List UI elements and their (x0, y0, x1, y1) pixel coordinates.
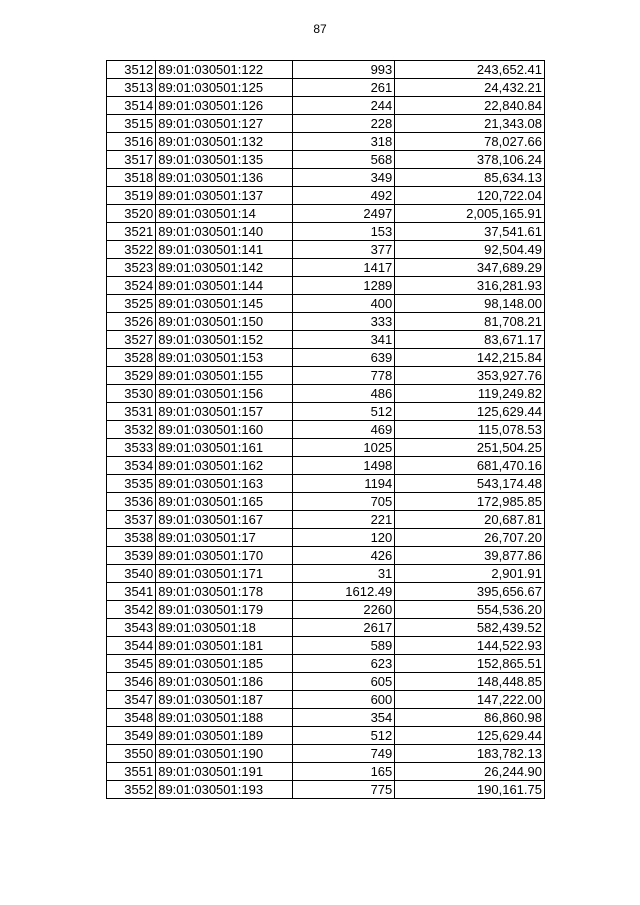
value-cell: 83,671.17 (395, 331, 545, 349)
value-cell: 21,343.08 (395, 115, 545, 133)
area-cell: 775 (292, 781, 394, 799)
table-row (107, 727, 545, 745)
cadastral-number-cell: 89:01:030501:132 (156, 133, 293, 151)
area-cell: 426 (292, 547, 394, 565)
value-cell: 37,541.61 (395, 223, 545, 241)
table-row (107, 439, 545, 457)
row-number-cell: 3528 (107, 349, 156, 367)
table-row (107, 313, 545, 331)
value-cell: 316,281.93 (395, 277, 545, 295)
area-cell: 993 (292, 61, 394, 79)
value-cell: 190,161.75 (395, 781, 545, 799)
row-number-cell: 3531 (107, 403, 156, 421)
row-number-cell: 3534 (107, 457, 156, 475)
cadastral-number-cell: 89:01:030501:185 (156, 655, 293, 673)
area-cell: 120 (292, 529, 394, 547)
table-row (107, 421, 545, 439)
cadastral-number-cell: 89:01:030501:161 (156, 439, 293, 457)
cadastral-number-cell: 89:01:030501:178 (156, 583, 293, 601)
table-row (107, 763, 545, 781)
row-number-cell: 3526 (107, 313, 156, 331)
area-cell: 492 (292, 187, 394, 205)
area-cell: 749 (292, 745, 394, 763)
row-number-cell: 3537 (107, 511, 156, 529)
table-row (107, 205, 545, 223)
row-number-cell: 3545 (107, 655, 156, 673)
cadastral-number-cell: 89:01:030501:122 (156, 61, 293, 79)
value-cell: 78,027.66 (395, 133, 545, 151)
cadastral-number-cell: 89:01:030501:127 (156, 115, 293, 133)
row-number-cell: 3539 (107, 547, 156, 565)
area-cell: 2260 (292, 601, 394, 619)
table-row (107, 493, 545, 511)
cadastral-number-cell: 89:01:030501:135 (156, 151, 293, 169)
area-cell: 349 (292, 169, 394, 187)
value-cell: 395,656.67 (395, 583, 545, 601)
row-number-cell: 3541 (107, 583, 156, 601)
row-number-cell: 3544 (107, 637, 156, 655)
value-cell: 172,985.85 (395, 493, 545, 511)
row-number-cell: 3535 (107, 475, 156, 493)
cadastral-number-cell: 89:01:030501:153 (156, 349, 293, 367)
table-row (107, 97, 545, 115)
area-cell: 639 (292, 349, 394, 367)
cadastral-number-cell: 89:01:030501:145 (156, 295, 293, 313)
value-cell: 98,148.00 (395, 295, 545, 313)
area-cell: 605 (292, 673, 394, 691)
area-cell: 1025 (292, 439, 394, 457)
table-row (107, 709, 545, 727)
table-row (107, 151, 545, 169)
cadastral-number-cell: 89:01:030501:136 (156, 169, 293, 187)
area-cell: 244 (292, 97, 394, 115)
cadastral-number-cell: 89:01:030501:187 (156, 691, 293, 709)
row-number-cell: 3552 (107, 781, 156, 799)
table-row (107, 601, 545, 619)
area-cell: 2497 (292, 205, 394, 223)
row-number-cell: 3549 (107, 727, 156, 745)
row-number-cell: 3542 (107, 601, 156, 619)
table-row (107, 655, 545, 673)
cadastral-number-cell: 89:01:030501:193 (156, 781, 293, 799)
value-cell: 148,448.85 (395, 673, 545, 691)
cadastral-number-cell: 89:01:030501:152 (156, 331, 293, 349)
value-cell: 152,865.51 (395, 655, 545, 673)
table-row (107, 295, 545, 313)
cadastral-number-cell: 89:01:030501:141 (156, 241, 293, 259)
row-number-cell: 3514 (107, 97, 156, 115)
area-cell: 318 (292, 133, 394, 151)
value-cell: 378,106.24 (395, 151, 545, 169)
table-row (107, 61, 545, 79)
table-body (107, 61, 545, 799)
value-cell: 347,689.29 (395, 259, 545, 277)
value-cell: 582,439.52 (395, 619, 545, 637)
row-number-cell: 3538 (107, 529, 156, 547)
value-cell: 85,634.13 (395, 169, 545, 187)
cadastral-number-cell: 89:01:030501:17 (156, 529, 293, 547)
area-cell: 31 (292, 565, 394, 583)
cadastral-number-cell: 89:01:030501:18 (156, 619, 293, 637)
table-row (107, 115, 545, 133)
row-number-cell: 3517 (107, 151, 156, 169)
table-row (107, 511, 545, 529)
value-cell: 92,504.49 (395, 241, 545, 259)
cadastral-number-cell: 89:01:030501:137 (156, 187, 293, 205)
cadastral-number-cell: 89:01:030501:167 (156, 511, 293, 529)
table-row (107, 619, 545, 637)
cadastral-number-cell: 89:01:030501:163 (156, 475, 293, 493)
value-cell: 115,078.53 (395, 421, 545, 439)
cadastral-number-cell: 89:01:030501:150 (156, 313, 293, 331)
area-cell: 512 (292, 727, 394, 745)
area-cell: 1194 (292, 475, 394, 493)
row-number-cell: 3551 (107, 763, 156, 781)
cadastral-number-cell: 89:01:030501:126 (156, 97, 293, 115)
area-cell: 400 (292, 295, 394, 313)
value-cell: 251,504.25 (395, 439, 545, 457)
value-cell: 86,860.98 (395, 709, 545, 727)
area-cell: 1498 (292, 457, 394, 475)
value-cell: 39,877.86 (395, 547, 545, 565)
area-cell: 486 (292, 385, 394, 403)
cadastral-number-cell: 89:01:030501:165 (156, 493, 293, 511)
area-cell: 341 (292, 331, 394, 349)
row-number-cell: 3523 (107, 259, 156, 277)
value-cell: 681,470.16 (395, 457, 545, 475)
value-cell: 142,215.84 (395, 349, 545, 367)
cadastral-number-cell: 89:01:030501:142 (156, 259, 293, 277)
area-cell: 377 (292, 241, 394, 259)
cadastral-number-cell: 89:01:030501:171 (156, 565, 293, 583)
cadastral-number-cell: 89:01:030501:155 (156, 367, 293, 385)
table-row (107, 79, 545, 97)
cadastral-number-cell: 89:01:030501:170 (156, 547, 293, 565)
row-number-cell: 3548 (107, 709, 156, 727)
table-row (107, 673, 545, 691)
cadastral-number-cell: 89:01:030501:162 (156, 457, 293, 475)
page-number: 87 (313, 22, 327, 36)
table-row (107, 781, 545, 799)
table-row (107, 133, 545, 151)
value-cell: 119,249.82 (395, 385, 545, 403)
value-cell: 24,432.21 (395, 79, 545, 97)
area-cell: 568 (292, 151, 394, 169)
value-cell: 2,005,165.91 (395, 205, 545, 223)
value-cell: 353,927.76 (395, 367, 545, 385)
row-number-cell: 3512 (107, 61, 156, 79)
row-number-cell: 3520 (107, 205, 156, 223)
area-cell: 512 (292, 403, 394, 421)
table-row (107, 691, 545, 709)
area-cell: 2617 (292, 619, 394, 637)
row-number-cell: 3543 (107, 619, 156, 637)
row-number-cell: 3530 (107, 385, 156, 403)
cadastral-number-cell: 89:01:030501:160 (156, 421, 293, 439)
row-number-cell: 3525 (107, 295, 156, 313)
row-number-cell: 3516 (107, 133, 156, 151)
table-row (107, 457, 545, 475)
value-cell: 543,174.48 (395, 475, 545, 493)
value-cell: 81,708.21 (395, 313, 545, 331)
cadastral-number-cell: 89:01:030501:190 (156, 745, 293, 763)
row-number-cell: 3515 (107, 115, 156, 133)
table-row (107, 565, 545, 583)
area-cell: 228 (292, 115, 394, 133)
row-number-cell: 3513 (107, 79, 156, 97)
value-cell: 26,244.90 (395, 763, 545, 781)
value-cell: 26,707.20 (395, 529, 545, 547)
table-row (107, 277, 545, 295)
row-number-cell: 3529 (107, 367, 156, 385)
cadastral-number-cell: 89:01:030501:179 (156, 601, 293, 619)
value-cell: 120,722.04 (395, 187, 545, 205)
cadastral-number-cell: 89:01:030501:14 (156, 205, 293, 223)
area-cell: 1612.49 (292, 583, 394, 601)
table-row (107, 349, 545, 367)
area-cell: 705 (292, 493, 394, 511)
row-number-cell: 3547 (107, 691, 156, 709)
row-number-cell: 3527 (107, 331, 156, 349)
table-row (107, 187, 545, 205)
row-number-cell: 3524 (107, 277, 156, 295)
row-number-cell: 3532 (107, 421, 156, 439)
area-cell: 600 (292, 691, 394, 709)
row-number-cell: 3518 (107, 169, 156, 187)
table-row (107, 637, 545, 655)
table-row (107, 547, 545, 565)
table-row (107, 223, 545, 241)
value-cell: 183,782.13 (395, 745, 545, 763)
table-row (107, 385, 545, 403)
area-cell: 1417 (292, 259, 394, 277)
value-cell: 22,840.84 (395, 97, 545, 115)
area-cell: 354 (292, 709, 394, 727)
cadastral-number-cell: 89:01:030501:144 (156, 277, 293, 295)
value-cell: 2,901.91 (395, 565, 545, 583)
table-row (107, 403, 545, 421)
table-row (107, 241, 545, 259)
cadastral-number-cell: 89:01:030501:191 (156, 763, 293, 781)
cadastral-number-cell: 89:01:030501:189 (156, 727, 293, 745)
value-cell: 20,687.81 (395, 511, 545, 529)
cadastral-value-table (106, 60, 545, 799)
cadastral-number-cell: 89:01:030501:186 (156, 673, 293, 691)
table-row (107, 169, 545, 187)
cadastral-number-cell: 89:01:030501:181 (156, 637, 293, 655)
table-row (107, 529, 545, 547)
cadastral-number-cell: 89:01:030501:156 (156, 385, 293, 403)
area-cell: 333 (292, 313, 394, 331)
table-row (107, 331, 545, 349)
cadastral-number-cell: 89:01:030501:140 (156, 223, 293, 241)
table-row (107, 259, 545, 277)
value-cell: 554,536.20 (395, 601, 545, 619)
row-number-cell: 3521 (107, 223, 156, 241)
area-cell: 153 (292, 223, 394, 241)
row-number-cell: 3536 (107, 493, 156, 511)
area-cell: 778 (292, 367, 394, 385)
table-row (107, 745, 545, 763)
table-row (107, 583, 545, 601)
area-cell: 221 (292, 511, 394, 529)
area-cell: 589 (292, 637, 394, 655)
row-number-cell: 3550 (107, 745, 156, 763)
value-cell: 147,222.00 (395, 691, 545, 709)
row-number-cell: 3519 (107, 187, 156, 205)
value-cell: 144,522.93 (395, 637, 545, 655)
table-row (107, 475, 545, 493)
row-number-cell: 3540 (107, 565, 156, 583)
value-cell: 243,652.41 (395, 61, 545, 79)
value-cell: 125,629.44 (395, 403, 545, 421)
cadastral-number-cell: 89:01:030501:125 (156, 79, 293, 97)
row-number-cell: 3522 (107, 241, 156, 259)
area-cell: 261 (292, 79, 394, 97)
area-cell: 469 (292, 421, 394, 439)
cadastral-number-cell: 89:01:030501:188 (156, 709, 293, 727)
row-number-cell: 3546 (107, 673, 156, 691)
cadastral-number-cell: 89:01:030501:157 (156, 403, 293, 421)
value-cell: 125,629.44 (395, 727, 545, 745)
area-cell: 1289 (292, 277, 394, 295)
area-cell: 165 (292, 763, 394, 781)
table-row (107, 367, 545, 385)
row-number-cell: 3533 (107, 439, 156, 457)
area-cell: 623 (292, 655, 394, 673)
